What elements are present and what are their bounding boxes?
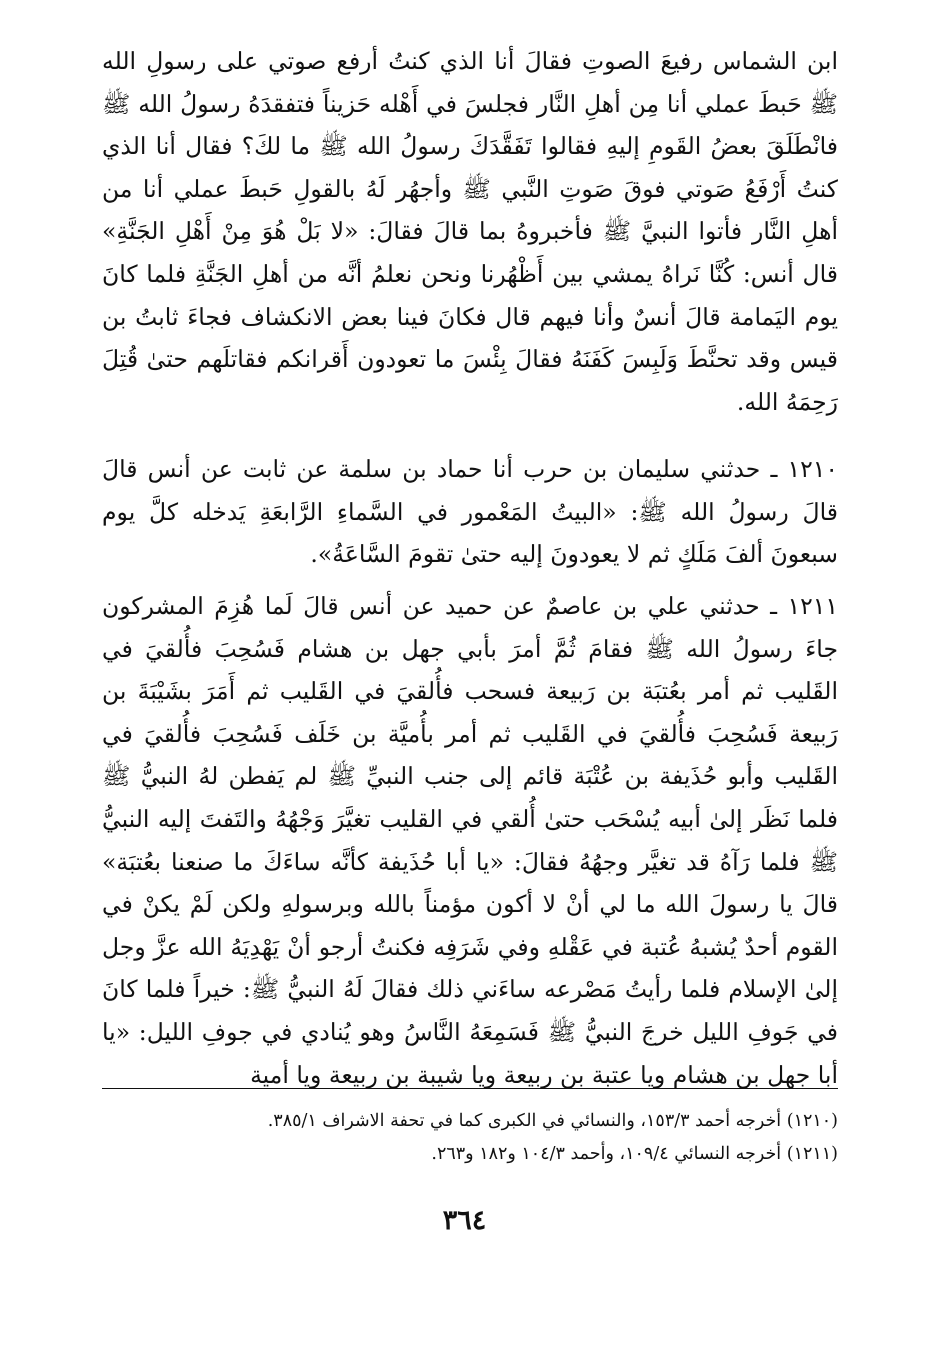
hadith-1210-paragraph [102,448,838,576]
hadith-1211-paragraph [102,585,838,1096]
hadith-continuation-paragraph [102,40,838,423]
paragraph-text: ١٢١٠ ـ حدثني سليمان بن حرب أنا حماد بن سلمة عن ثابت عن أنس قالَ قالَ رسولُ الله ﷺ: «البيتُ المَعْمور في السَّماءِ الرَّابعَةِ يَدخله كلَّ يوم سبعونَ ألفَ مَلَكٍ ثم لا يعودونَ إليه حتىٰ تقومَ السَّاعَةُ». [102,455,838,569]
paragraph-text: ابن الشماس رفيعَ الصوتِ فقالَ أنا الذي كنتُ أرفع صوتي على رسولِ الله ﷺ حَبطَ عملي أنا مِن أهلِ النَّار فجلسَ في أَهْله حَزيناً فتفقدَهُ رسولُ الله ﷺ فانْطَلَقَ بعضُ القَومِ إليهِ فقالوا تَفَقَّدَكَ رسولُ الله ﷺ ما لكَ؟ فقال أنا الذي كنتُ أَرْفَعُ صَوتي فوقَ صَوتِ النَّبي ﷺ وأجهُر لَهُ بالقولِ حَبطَ عملي أنا من أهلِ النَّار فأتوا النبيَّ ﷺ فأخبروهُ بما قالَ فقالَ: «لا بَلْ هُوَ مِنْ أَهْلِ الجَنَّةِ» قال أنس: كُنَّا نَراهُ يمشي بين أَظْهُرنا ونحن نعلمُ أنَّه من أهلِ الجَنَّةِ فلما كانَ يوم اليَمامة قالَ أنسٌ وأنا فيهم قال فكانَ فينا بعض الانكشاف فجاءَ ثابتُ بن قيس وقد تحنَّطَ وَلَبِسَ كَفَنَهُ فقالَ بِئْسَ ما تعودون أَقرانكم فقاتلَهم حتىٰ قُتِلَ رَحِمَهُ الله. [102,47,838,416]
footnote-1211: (١٢١١) أخرجه النسائي ١٠٩/٤، وأحمد ١٠٤/٣ و١٨٢ و٢٦٣. [431,1144,838,1164]
paragraph-text: ١٢١١ ـ حدثني علي بن عاصمٌ عن حميد عن أنس قالَ لَما هُزِمَ المشركون جاءَ رسولُ الله ﷺ فقامَ ثُمَّ أمرَ بأبي جهل بن هشام فَسُحِبَ فأُلقيَ في القَليب ثم أمر بعُتبَة بن رَبيعة فسحب فأُلقيَ في القَليب ثم أَمَرَ بشَيْبَةَ بن رَبيعة فَسُحِبَ فأُلقيَ في القَليب ثم أمر بأُميَّة بن خَلَف فَسُحِبَ فأُلقيَ في القَليب وأبو حُذَيفة بن عُتْبَة قائم إلى جنب النبيِّ ﷺ لم يَفطن لهُ النبيُّ ﷺ فلما نَظَر إلىٰ أبيه يُسْحَب حتىٰ أُلقي في القليب تغيَّرَ وَجْهُهُ والتَفتَ إليه النبيُّ ﷺ فلما رَآهُ قد تغيَّر وجهُهُ فقالَ: «يا أبا حُذَيفة كأنَّه ساءَكَ ما صنعنا بعُتبَة» قالَ يا رسولَ الله ما لي أنْ لا أكون مؤمناً بالله وبرسولهِ ولكن لَمْ يكنْ في القوم أحدٌ يُشبهُ عُتبة في عَقْلهِ وفي شَرَفِه فكنتُ أرجو أنْ يَهْدِيَهُ الله عزَّ وجل إلىٰ الإسلام فلما رأيتُ مَصْرعه ساءَني ذلك فقالَ لَهُ النبيُّ ﷺ: خيراً فلما كانَ في جَوفِ الليل خرجَ النبيُّ ﷺ فَسَمِعَهُ النَّاسُ وهو يُنادي في جوفِ الليل: «يا أبا جهل بن هشام ويا عتبة بن ربيعة ويا شيبة بن ربيعة ويا أمية [102,592,838,1089]
footnote-1210: (١٢١٠) أخرجه أحمد ١٥٣/٣، والنسائي في الكبرى كما في تحفة الاشراف ٣٨٥/١. [267,1111,838,1131]
footnotes [102,1105,838,1171]
footnote-divider [102,1088,838,1089]
page-number: ٣٦٤ [442,1205,487,1236]
